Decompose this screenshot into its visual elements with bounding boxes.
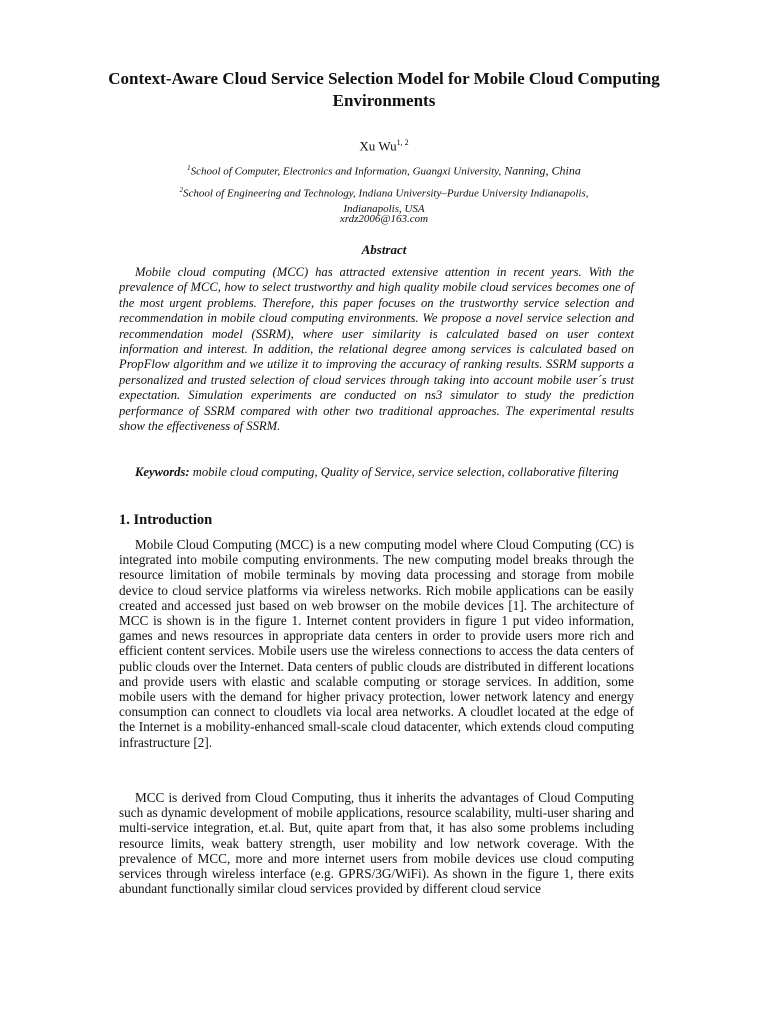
author-marks: 1, 2 <box>396 138 409 147</box>
section-heading-introduction: 1. Introduction <box>119 512 213 528</box>
author-email: xrdz2006@163.com <box>339 213 429 225</box>
author-line <box>100 138 668 154</box>
affiliation-2-text: School of Engineering and Technology, Indiana University–Purdue University Indianapolis, Indianapolis, USA <box>182 187 589 215</box>
paper-title: Context-Aware Cloud Service Selection Model for Mobile Cloud Computing Environments <box>108 69 660 110</box>
author-name: Xu Wu <box>359 138 397 154</box>
keywords <box>119 465 634 480</box>
keywords-label: Keywords: <box>135 465 190 479</box>
abstract-text: Mobile cloud computing (MCC) has attracted extensive attention in recent years. With the prevalence of MCC, how to select trustworthy and high quality mobile cloud services becomes one of the most urgent problems. Therefore, this paper focuses on the trustworthy service selection and recommendation in mobile cloud computing environments. We propose a novel service selection and recommendation model (SSRM), where user similarity is calculated based on user context information and interest. In addition, the relational degree among services is calculated based on PropFlow algorithm and we utilize it to improving the accuracy of ranking results. SSRM supports a personalized and trusted selection of cloud services through taking into account mobile user´s trust expectation. Simulation experiments are conducted on ns3 simulator to study the prediction performance of SSRM compared with other two traditional approaches. The experimental results show the effectiveness of SSRM. <box>119 265 634 434</box>
affiliation-1-mark: 1 <box>187 164 191 172</box>
keywords-text: mobile cloud computing, Quality of Service, service selection, collaborative filtering <box>189 465 619 479</box>
affiliation-2-mark: 2 <box>179 186 183 194</box>
affiliation-1 <box>100 161 668 180</box>
abstract-heading: Abstract <box>361 242 407 257</box>
intro-paragraph-2: MCC is derived from Cloud Computing, thus it inherits the advantages of Cloud Computing such as dynamic development of mobile applications, resource scalability, multi-user sharing and multi-service integration, et.al. But, quite apart from that, it has also some problems including resource limits, weak battery strength, user mobility and low network coverage. With the prevalence of MCC, more and more internet users from mobile devices use cloud computing services through wireless interface (e.g. GPRS/3G/WiFi). As shown in the figure 1, there exits abundant functionally similar cloud services provided by different cloud service <box>119 790 634 897</box>
affiliation-1-location: Nanning, China <box>501 163 581 178</box>
intro-paragraph-1: Mobile Cloud Computing (MCC) is a new computing model where Cloud Computing (CC) is integrated into mobile computing environments. The new computing model breaks through the resource limitation of mobile terminals by moving data processing and storage from mobile device to cloud service platforms via wireless networks. Rich mobile applications can be easily created and accessed just based on web browser on the mobile devices [1]. The architecture of MCC is shown is in the figure 1. Internet content providers in figure 1 put video information, games and news resources in appropriate data centers in order to provide users more rich and efficient content services. Mobile users use the wireless connections to access the data centers of public clouds over the Internet. Data centers of public clouds are distributed in different locations and provide users with elastic and scalable computing or storage services. In addition, some mobile users with the demand for higher privacy protection, lower network latency and energy consumption can connect to cloudlets via local area networks. A cloudlet located at the edge of the Internet is a mobility-enhanced small-scale cloud datacenter, which extends cloud computing infrastructure [2]. <box>119 537 634 750</box>
affiliation-1-text: School of Computer, Electronics and Information, Guangxi University, <box>190 165 502 178</box>
